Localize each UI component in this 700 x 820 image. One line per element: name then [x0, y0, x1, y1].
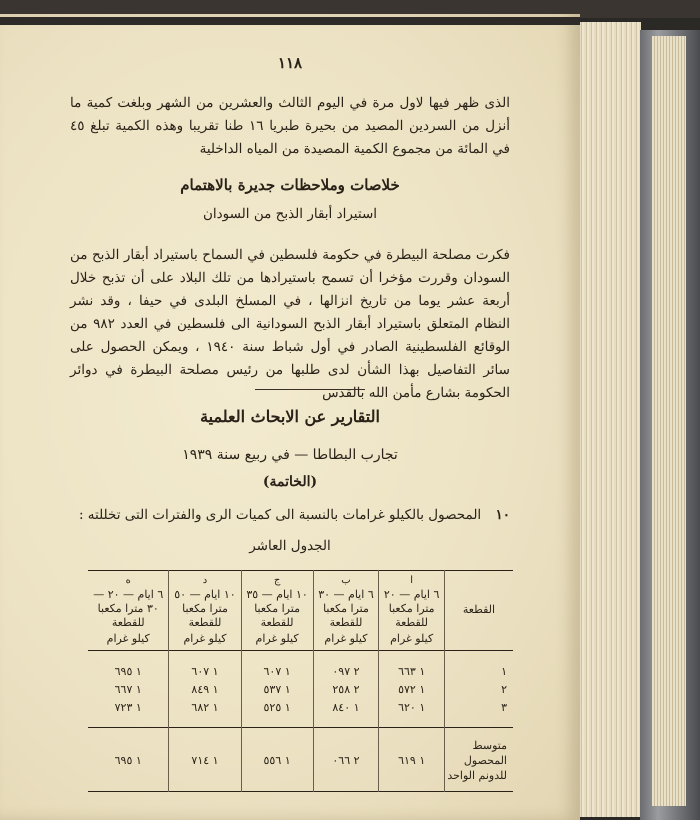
table-cell: ١ ٧١٤	[169, 728, 241, 792]
table-cell: ٢ ٢٥٨	[313, 680, 379, 698]
experiment-title: تجارب البطاطا — في ربيع سنة ١٩٣٩	[182, 447, 398, 463]
table-cell: ١ ٦٢٠	[379, 698, 445, 728]
table-cell: ١ ٦٩٥	[88, 728, 169, 792]
average-label: متوسط المحصول للدونم الواحد	[445, 728, 514, 792]
section-title: خلاصات وملاحظات جديرة بالاهتمام	[180, 176, 400, 194]
table-row	[88, 680, 513, 698]
table-cell: ١ ٥٥٦	[241, 728, 313, 792]
table-cell: ٢ ٠٩٧	[313, 651, 379, 681]
section-paragraph: فكرت مصلحة البيطرة في حكومة فلسطين في السماح باستيراد أبقار الذبح من السودان وقررت مؤخرا أن تسمح باستيرادها من تلك البلاد على أن تذبح خلال أربعة عشر يوما من تاريخ انزالها ، في المسلخ البلدى في حيفا ، وقد نشر النظام المتعلق باستيراد أبقار الذبح السودانية الى فلسطين في العدد ٩٨٢ من الوقائع الفلسطينية الصادر في أول شباط سنة ١٩٤٠ ، ويمكن الحصول على سائر التفاصيل بهذا الشأن لدى طلبها من رئيس مصلحة البيطرة في دوائر الحكومة بشارع مأمن الله بالقدس	[70, 247, 510, 401]
column-letter: ا	[410, 575, 414, 586]
table-cell: ١ ٦٩٥	[114, 664, 142, 678]
section-subtitle: استيراد أبقار الذبح من السودان	[202, 206, 378, 222]
plot-header: القطعة	[445, 571, 514, 651]
table-title: الجدول العاشر	[249, 538, 331, 554]
item-number: ١٠	[495, 507, 510, 523]
column-header: ا ٦ ايام — ٢٠ مترا مكعبا للقطعة كيلو غرام	[379, 571, 445, 651]
yield-table	[88, 570, 513, 792]
item-text: المحصول بالكيلو غرامات بالنسبة الى كميات الرى والفترات التى تخللته :	[78, 507, 482, 523]
row-label: ٣	[445, 698, 514, 728]
table-cell: ١ ٨٤٠	[313, 698, 379, 728]
table-cell: ١ ٧٢٣	[114, 700, 142, 714]
row-label: ٢	[445, 680, 514, 698]
table-cell: ١ ٨٤٩	[169, 680, 241, 698]
column-letter: ج	[273, 575, 281, 586]
row-label: ١	[445, 651, 514, 681]
table-cell: ١ ٦٦٣	[379, 651, 445, 681]
continuation-label: (الخاتمة)	[262, 474, 318, 490]
numbered-item	[70, 507, 510, 523]
column-letter: د	[202, 575, 208, 586]
table-cell: ١ ٦٠٧	[169, 651, 241, 681]
book-page	[0, 14, 580, 820]
column-header: ب ٦ ايام — ٣٠ مترا مكعبا للقطعة كيلو غرام	[313, 571, 379, 651]
page-edges	[578, 22, 641, 817]
table-cell: ١ ٥٧٢	[379, 680, 445, 698]
column-header: د ١٠ ايام — ٥٠ مترا مكعبا للقطعة كيلو غرام	[169, 571, 241, 651]
table-row	[88, 651, 513, 681]
table-cell: ١ ٦٨٢	[169, 698, 241, 728]
separator-line	[255, 389, 365, 390]
table-cell: ١ ٥٣٧	[241, 680, 313, 698]
table-row	[88, 698, 513, 728]
table-header-row	[88, 571, 513, 651]
column-header: ه ٦ ايام — ٢٠ — ٣٠ مترا مكعبا للقطعة كيلو غرام	[88, 571, 169, 651]
intro-paragraph: الذى ظهر فيها لاول مرة في اليوم الثالث والعشرين من الشهر وبلغت كمية ما أنزل من السردين المصيد من بحيرة طبريا ١٦ طنا تقريبا وهذه الكمية تبلغ ٤٥ في المائة من مجموع الكمية المصيدة من المياه الداخلية	[70, 95, 510, 157]
column-letter: ب	[341, 575, 351, 586]
reports-title: التقارير عن الابحاث العلمية	[200, 407, 380, 426]
table-cell: ١ ٥٢٥	[241, 698, 313, 728]
column-header: ج ١٠ ايام — ٣٥ مترا مكعبا للقطعة كيلو غرام	[241, 571, 313, 651]
table-cell: ١ ٦١٩	[379, 728, 445, 792]
page-number: ١١٨	[277, 54, 303, 72]
average-row	[88, 728, 513, 792]
table-cell: ١ ٦٦٧	[114, 682, 142, 696]
top-shadow	[0, 17, 580, 25]
table-cell: ١ ٦٠٧	[241, 651, 313, 681]
column-letter: ه	[125, 575, 131, 586]
table-cell: ٢ ٠٦٦	[313, 728, 379, 792]
book-cover-edge	[640, 30, 700, 820]
